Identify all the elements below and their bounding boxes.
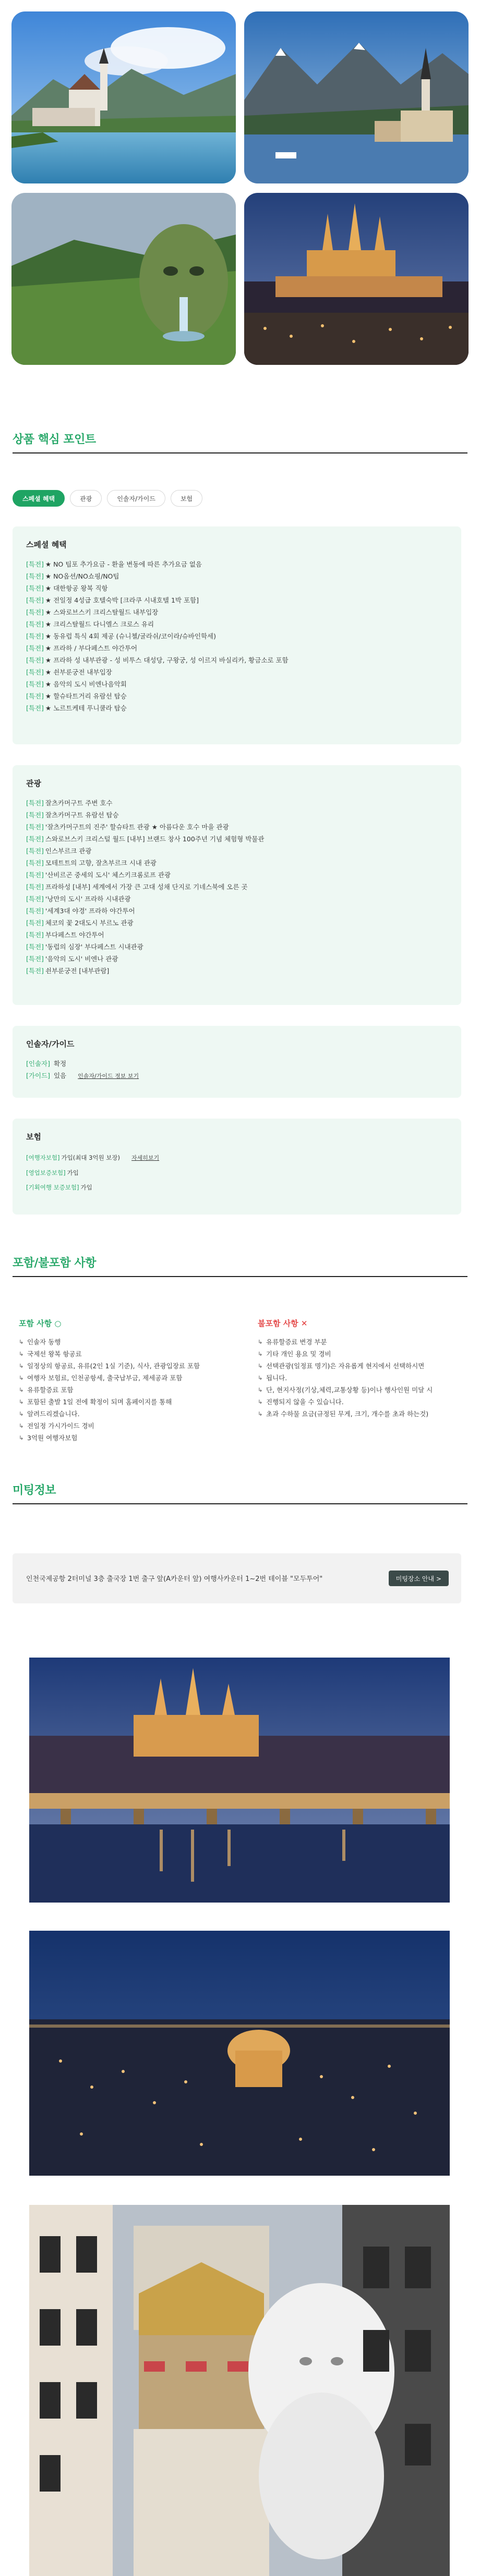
list-item [26,833,448,845]
item-text: 프라하성 [내부] 세계에서 가장 큰 고대 성채 단지로 기네스북에 오른 곳 [45,883,248,891]
meeting-guide-button[interactable]: 미팅장소 안내 > [389,1571,449,1586]
insurance-card [13,1119,461,1215]
arrow-icon: ↳ [19,1375,24,1381]
inclusion-title: 포함/불포함 사항 [13,1257,96,1270]
item-tag: [특전] [26,919,44,927]
item-text: 포함된 출발 1일 전에 확정이 되며 홈페이지를 통해 [27,1398,172,1406]
list-item [26,917,448,929]
item-text: 초과 수하물 요금(규정된 무게, 크기, 개수를 초과 하는것) [266,1410,429,1418]
item-tag: [특전] [26,620,44,628]
item-tag: [특전] [26,584,44,592]
arrow-icon: ↳ [19,1339,24,1345]
arrow-icon: ↳ [258,1387,263,1393]
item-text: 됩니다. [266,1374,287,1382]
arrow-icon: ↳ [258,1375,263,1381]
arrow-icon: ↳ [258,1399,263,1405]
item-tag: [가이드] [26,1072,50,1080]
item-tag: [영업보증보험] [26,1169,66,1176]
item-tag: [특전] [26,596,44,604]
arrow-icon: ↳ [258,1410,263,1417]
list-item [258,1384,477,1396]
list-item [19,1432,238,1444]
guide-card [13,1026,461,1098]
item-text: ★ 음악의 도시 비엔나음악회 [45,680,127,688]
item-text: 체코의 꽃 2대도시 부르노 관광 [45,919,134,927]
list-item [258,1360,477,1372]
included-column [19,1318,238,1444]
list-item [26,881,448,893]
list-item [26,1070,448,1082]
item-text: 모테트트의 고향, 잘츠부르크 시내 관광 [45,859,157,867]
list-item [26,893,448,905]
item-tag: [특전] [26,668,44,676]
item-text: 잘츠카머구트 유람선 탑승 [45,811,119,819]
section-divider [13,1276,467,1277]
item-text: '산비르곤 중세의 도시' 체스키크롬로프 관광 [45,871,171,879]
item-text: ★ 노르트케테 푸니쿨라 탑승 [45,704,127,712]
arrow-icon: ↳ [19,1434,24,1441]
item-tag: [특전] [26,704,44,712]
item-tag: [여행자보험] [26,1154,60,1161]
list-item [26,857,448,869]
alpine-village-photo [244,11,469,183]
list-item [258,1396,477,1408]
lake-church-photo [11,11,236,183]
item-tag: [특전] [26,692,44,700]
item-tag: [특전] [26,644,44,652]
list-item [26,678,448,690]
item-text: 유류할증료 포함 [27,1386,74,1394]
highlights-title: 상품 핵심 포인트 [13,433,96,446]
list-item [19,1420,238,1432]
meeting-box [13,1553,461,1603]
item-tag: [특전] [26,560,44,568]
card-title: 보험 [26,1132,41,1142]
arrow-icon: ↳ [258,1339,263,1345]
tab-guide[interactable]: 인솔자/가이드 [107,490,165,507]
highlight-tabs [13,490,202,507]
item-text: ★ 쇤부룬궁전 내부입장 [45,668,112,676]
tour-list [26,797,448,977]
list-item [26,582,448,594]
excluded-list [258,1336,477,1420]
item-text: 여행자 보험료, 인천공항세, 출국납부금, 제세공과 포함 [27,1374,183,1382]
insurance-detail-link[interactable]: 자세히보기 [131,1155,160,1161]
special-benefits-card [13,526,461,744]
list-item [26,845,448,857]
tour-card [13,765,461,1005]
list-item [26,702,448,714]
list-item [26,1150,448,1166]
item-text: 선택관광(일정표 명기)은 자유롭게 현지에서 선택하시면 [266,1362,425,1370]
card-title: 인솔자/가이드 [26,1039,75,1049]
list-item [26,666,448,678]
castle-night-photo [244,193,469,365]
item-tag: [특전] [26,931,44,939]
item-text: ★ NO 팁포 추가요금 - 환율 변동에 따른 추가요금 없음 [45,560,202,568]
item-text: ★ 대한항공 왕복 직항 [45,584,108,592]
item-tag: [특전] [26,572,44,580]
guide-info-link[interactable]: 인솔자/가이드 정보 보기 [78,1073,139,1080]
photo-grid [11,11,469,360]
item-tag: [특전] [26,835,44,843]
item-text: '세계3대 야경' 프라하 야간투어 [45,907,135,915]
item-tag: [특전] [26,859,44,867]
card-title: 스페셜 혜택 [26,540,67,549]
list-item [19,1384,238,1396]
item-tag: [특전] [26,955,44,963]
item-text: 알려드리겠습니다. [27,1410,80,1418]
item-text: ★ 할슈타트거리 유람선 탑승 [45,692,127,700]
list-item [26,630,448,642]
item-value: 가입 [67,1169,79,1176]
list-item [258,1348,477,1360]
item-text: 부다페스트 야간투어 [45,931,104,939]
item-tag: [특전] [26,823,44,831]
arrow-icon: ↳ [19,1410,24,1417]
list-item [26,654,448,666]
item-value: 가입 [80,1184,92,1191]
item-tag: [특전] [26,907,44,915]
tab-insurance[interactable]: 보험 [171,490,202,507]
list-item [26,869,448,881]
arrow-icon: ↳ [19,1387,24,1393]
list-item [19,1408,238,1420]
arrow-icon: ↳ [258,1351,263,1357]
included-heading [19,1318,238,1329]
item-value: 확정 [53,1060,67,1068]
item-text: 스와로브스키 크리스털 월드 [내부] 브랜드 창사 100주년 기념 체험형 박물관 [45,835,265,843]
item-value: 있음 [53,1072,67,1080]
item-tag: [특전] [26,811,44,819]
excluded-title: 불포함 사항 [258,1319,298,1328]
item-text: 유류할증료 변경 부분 [266,1338,327,1346]
list-item [26,905,448,917]
excluded-column [258,1318,477,1420]
cross-icon: ✕ [301,1319,308,1328]
list-item [26,690,448,702]
item-text: 전일정 가시가이드 경비 [27,1422,94,1430]
item-tag: [기획여행 보증보험] [26,1184,79,1191]
list-item [26,594,448,606]
arrow-icon: ↳ [19,1351,24,1357]
item-text: '음악의 도시' 비엔나 관광 [45,955,118,963]
list-item [26,809,448,821]
list-item [26,642,448,654]
list-item [26,953,448,965]
insurance-list [26,1150,448,1195]
item-text: ★ 프라하 성 내부관광 - 성 비투스 대성당, 구왕궁, 성 이르지 바실리카, 황금소로 포함 [45,656,289,664]
item-text: 인스부르크 관광 [45,847,92,855]
list-item [26,1180,448,1195]
list-item [26,558,448,570]
item-text: ★ 프라하 / 부다페스트 야간투어 [45,644,138,652]
meeting-title: 미팅정보 [13,1484,56,1497]
item-text: 국제선 왕복 항공료 [27,1350,82,1358]
item-text: ★ 전일정 4성급 호텔숙박 [크라쿠 시내호텔 1박 포함] [45,596,199,604]
item-text: 진행되지 않을 수 있습니다. [266,1398,344,1406]
item-text: ★ 크리스탈월드 다니엘스 크로스 유리 [45,620,154,628]
list-item [258,1372,477,1384]
list-item [26,929,448,941]
guide-list [26,1058,448,1082]
item-tag: [인솔자] [26,1060,50,1068]
item-text: 인솔자 동행 [27,1338,61,1346]
included-title: 포함 사항 [19,1319,52,1328]
innsbruck-golden-roof-photo [29,2205,450,2576]
circle-icon: ○ [54,1319,62,1328]
list-item [19,1372,238,1384]
tab-special-benefits[interactable]: 스페셜 혜택 [13,490,65,507]
tab-tour[interactable]: 관광 [70,490,102,507]
list-item [26,821,448,833]
item-tag: [특전] [26,680,44,688]
item-tag: [특전] [26,943,44,951]
list-item [26,941,448,953]
list-item [26,1166,448,1180]
item-text: ★ 동유럽 특식 4회 제공 (슈니첼/굴라쉬/코이라/슈바인학세) [45,632,216,640]
item-text: 3억원 여행자보험 [27,1434,78,1442]
item-text: 단, 현지사정(기상,체력,교통상황 등)이나 행사인원 미달 시 [266,1386,433,1394]
list-item [26,618,448,630]
budapest-city-night-photo [29,1931,450,2176]
list-item [19,1348,238,1360]
prague-bridge-night-photo [29,1658,450,1903]
card-title: 관광 [26,779,41,788]
item-value: 가입(최대 3억원 보장) [61,1154,121,1161]
item-text: 잘츠카머구트 주변 호수 [45,799,113,807]
item-tag: [특전] [26,608,44,616]
list-item [26,965,448,977]
item-text: '동럽의 심장' 부다페스트 시내관광 [45,943,143,951]
item-tag: [특전] [26,967,44,975]
excluded-heading [258,1318,477,1329]
item-text: '낭만의 도시' 프라하 시내관광 [45,895,131,903]
item-text: 일정상의 항공료, 유류(2인 1실 기준), 식사, 관광입장료 포함 [27,1362,200,1370]
giant-face-photo [11,193,236,365]
item-text: ★ 스와로브스키 크리스탈월드 내부입장 [45,608,159,616]
section-divider [13,452,467,453]
item-tag: [특전] [26,895,44,903]
list-item [19,1360,238,1372]
list-item [19,1396,238,1408]
list-item [26,606,448,618]
list-item [258,1408,477,1420]
list-item [26,1058,448,1070]
item-text: 기타 개인 용요 및 경비 [266,1350,331,1358]
list-item [258,1336,477,1348]
item-text: ★ NO옵션/NO쇼핑/NO팁 [45,572,119,580]
item-text: '잘츠카머구트의 진주' 할슈타트 관광 ★ 아름다운 호수 마을 관광 [45,823,229,831]
list-item [26,570,448,582]
list-item [26,797,448,809]
arrow-icon: ↳ [258,1363,263,1369]
included-list [19,1336,238,1444]
arrow-icon: ↳ [19,1422,24,1429]
item-tag: [특전] [26,847,44,855]
item-text: 쇤부룬궁전 [내부관람] [45,967,110,975]
arrow-icon: ↳ [19,1399,24,1405]
meeting-place-text: 인천국제공항 2터미널 3층 출국장 1번 출구 앞(A카운터 앞) 여행사카운터 1~2번 테이블 "모두투어" [26,1575,323,1583]
item-tag: [특전] [26,799,44,807]
arrow-icon: ↳ [19,1363,24,1369]
item-tag: [특전] [26,656,44,664]
special-benefits-list [26,558,448,714]
item-tag: [특전] [26,632,44,640]
item-tag: [특전] [26,871,44,879]
list-item [19,1336,238,1348]
section-divider [13,1503,467,1504]
item-tag: [특전] [26,883,44,891]
